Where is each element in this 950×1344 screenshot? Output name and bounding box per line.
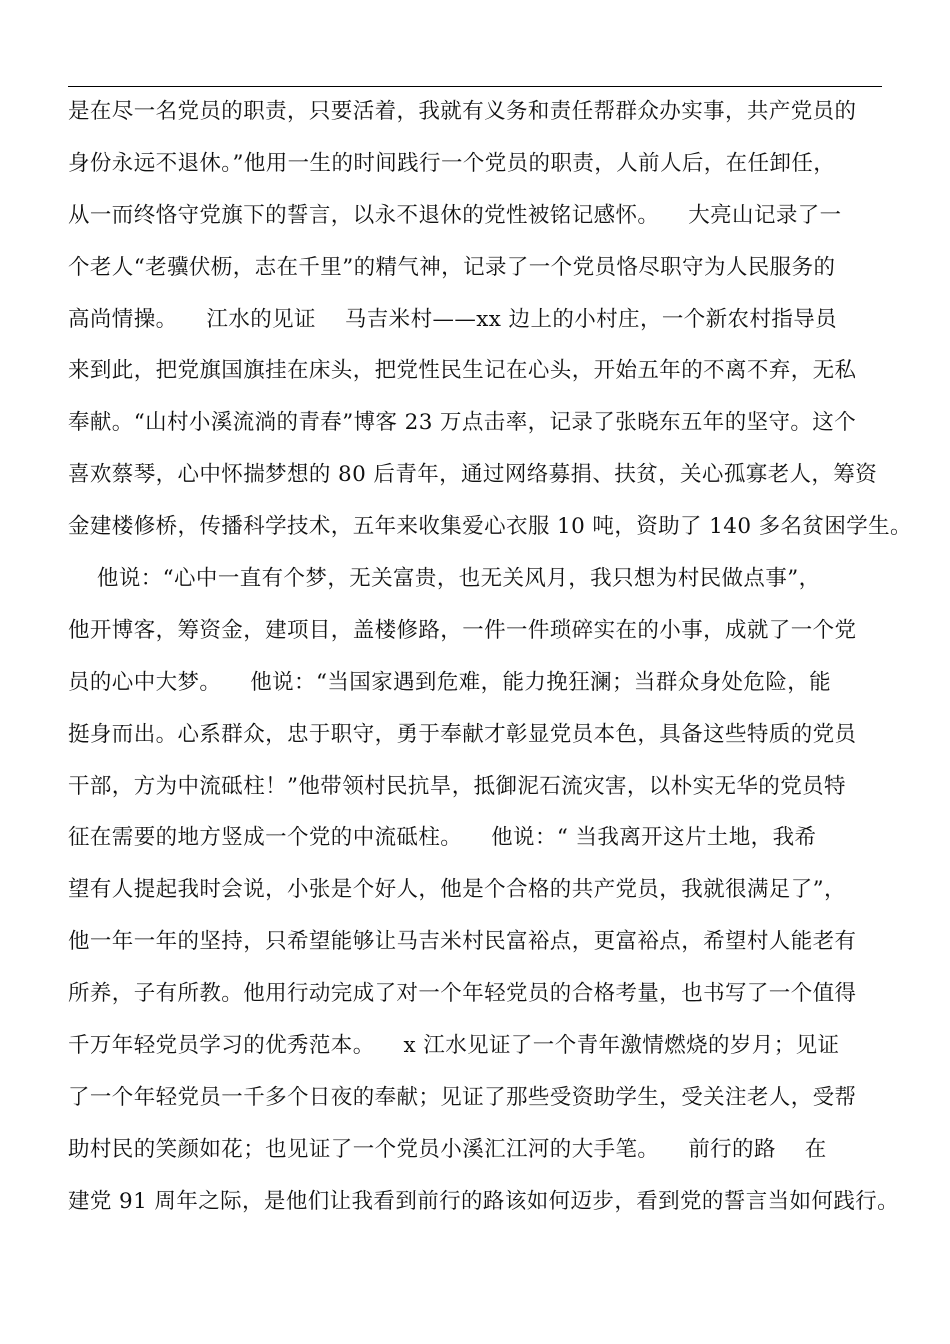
text-line: 挺身而出。心系群众，忠于职守，勇于奉献才彰显党员本色，具备这些特质的党员 (68, 721, 857, 747)
text-line: 来到此，把党旗国旗挂在床头，把党性民生记在心头，开始五年的不离不弃，无私 (68, 358, 857, 384)
body-text (68, 92, 912, 1234)
text-line: 个老人“老骥伏枥，志在千里”的精气神，记录了一个党员恪尽职守为人民服务的 (68, 254, 836, 280)
text-line: 所养，子有所教。他用行动完成了对一个年轻党员的合格考量，也书写了一个值得 (68, 981, 857, 1007)
text-line: 金建楼修桥，传播科学技术，五年来收集爱心衣服 10 吨，资助了 140 多名贫困学生。 (68, 514, 912, 540)
text-line: 他一年一年的坚持，只希望能够让马吉米村民富裕点，更富裕点，希望村人能老有 (68, 929, 857, 955)
text-line: 望有人提起我时会说，小张是个好人，他是个合格的共产党员，我就很满足了”， (68, 877, 846, 903)
text-line: 助村民的笑颜如花；也见证了一个党员小溪汇江河的大手笔。 前行的路 在 (68, 1136, 827, 1162)
text-line: 建党 91 周年之际，是他们让我看到前行的路该如何迈步，看到党的誓言当如何践行。 (68, 1188, 900, 1214)
header-divider (68, 86, 882, 87)
text-line: 身份永远不退休。”他用一生的时间践行一个党员的职责，人前人后，在任卸任， (68, 150, 836, 176)
text-line: 奉献。“山村小溪流淌的青春”博客 23 万点击率，记录了张晓东五年的坚守。这个 (68, 410, 857, 436)
text-line: 他说：“心中一直有个梦，无关富贵，也无关风月，我只想为村民做点事”， (68, 566, 821, 592)
text-line: 千万年轻党员学习的优秀范本。 x 江水见证了一个青年激情燃烧的岁月；见证 (68, 1033, 840, 1059)
text-line: 从一而终恪守党旗下的誓言，以永不退休的党性被铭记感怀。 大亮山记录了一 (68, 202, 842, 228)
text-line: 干部，方为中流砥柱！”他带领村民抗旱，抵御泥石流灾害，以朴实无华的党员特 (68, 773, 846, 799)
text-line: 征在需要的地方竖成一个党的中流砥柱。 他说：“ 当我离开这片土地，我希 (68, 825, 817, 851)
text-line: 高尚情操。 江水的见证 马吉米村——xx 边上的小村庄，一个新农村指导员 (68, 306, 838, 332)
text-line: 是在尽一名党员的职责，只要活着，我就有义务和责任帮群众办实事，共产党员的 (68, 99, 857, 124)
text-line: 员的心中大梦。 他说：“当国家遇到危难，能力挽狂澜；当群众身处危险，能 (68, 669, 832, 695)
text-line: 了一个年轻党员一千多个日夜的奉献；见证了那些受资助学生，受关注老人，受帮 (68, 1084, 857, 1110)
text-line: 喜欢蔡琴，心中怀揣梦想的 80 后青年，通过网络募捐、扶贫，关心孤寡老人，筹资 (68, 462, 878, 488)
text-line: 他开博客，筹资金，建项目，盖楼修路，一件一件琐碎实在的小事，成就了一个党 (68, 617, 857, 643)
